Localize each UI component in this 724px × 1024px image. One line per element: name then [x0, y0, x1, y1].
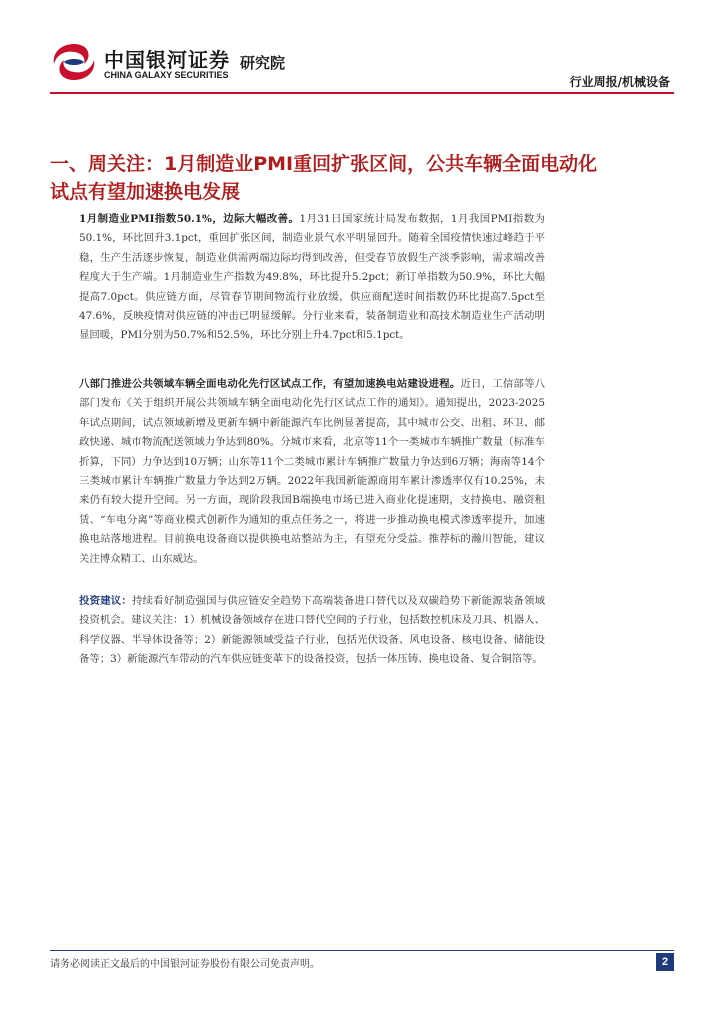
paragraph-pmi — [79, 210, 545, 346]
header-divider — [50, 92, 674, 94]
paragraph-body: 1月31日国家统计局发布数据，1月我国PMI指数为50.1%，环比回升3.1pct，重回扩张区间，制造业景气水平明显回升。随着全国疫情快速过峰趋于平稳，生产生活逐步恢复，制造业供需两端边际均得到改善，但受春节放假生产淡季影响，需求端改善程度大于生产端。1月制造业生产指数为49.8%，环比提升5.2pct；新订单指数为50.9%，环比大幅提高7.0pct。供应链方面，尽管春节期间物流行业放缓，供应商配送时间指数仍环比提高7.5pct至47.6%，反映疫情对供应链的冲击已明显缓解。分行业来看，装备制造业和高技术制造业生产活动明显回暖，PMI分别为50.7%和52.5%，环比分别上升4.7pct和5.1pct。 — [79, 213, 545, 342]
paragraph-body: 近日，工信部等八部门发布《关于组织开展公共领域车辆全面电动化先行区试点工作的通知》。通知提出，2023-2025年试点期间，试点领域新增及更新车辆中新能源汽车比例显著提高，其中城市公交、出租、环卫、邮政快递、城市物流配送领域力争达到80%。分城市来看，北京等11个一类城市车辆推广数量（标准车折算，下同）力争达到10万辆；山东等11个二类城市累计车辆推广数量力争达到6万辆；海南等14个三类城市累计车辆推广数量力争达到2万辆。2022年我国新能源商用车累计渗透率仅有10.25%，未来仍有较大提升空间。另一方面，现阶段我国B端换电市场已进入商业化提速期，支持换电、融资租赁、“车电分离”等商业模式创新作为通知的重点任务之一，将进一步推动换电模式渗透率提升，加速换电站落地进程。目前换电设备商以提供换电站整站为主，有望充分受益。推荐标的瀚川智能，建议关注博众精工、山东威达。 — [79, 378, 545, 565]
report-type-label: 行业周报/机械设备 — [569, 75, 670, 89]
galaxy-logo-icon — [50, 40, 98, 84]
paragraph-lead: 八部门推进公共领域车辆全面电动化先行区试点工作，有望加速换电站建设进程。 — [79, 378, 461, 390]
paragraph-investment-advice — [79, 592, 545, 670]
paragraph-body: 持续看好制造强国与供应链安全趋势下高端装备进口替代以及双碳趋势下新能源装备领域投资机会。建议关注：1）机械设备领域存在进口替代空间的子行业，包括数控机床及刀具、机器人、科学仪器、半导体设备等；2）新能源领域受益子行业，包括光伏设备、风电设备、核电设备、储能设备等；3）新能源汽车带动的汽车供应链变革下的设备投资，包括一体压铸、换电设备、复合铜箔等。 — [79, 595, 546, 666]
company-name-en: CHINA GALAXY SECURITIES — [104, 70, 229, 80]
paragraph-lead: 投资建议： — [79, 595, 132, 607]
institute-label: 研究院 — [240, 54, 286, 72]
page-header — [0, 0, 724, 95]
page-number: 2 — [656, 953, 674, 971]
paragraph-lead: 1月制造业PMI指数50.1%，边际大幅改善。 — [79, 213, 300, 225]
footer-disclaimer: 请务必阅读正文最后的中国银河证券股份有限公司免责声明。 — [50, 959, 320, 970]
footer-divider — [50, 950, 674, 951]
paragraph-battery-swap — [79, 375, 545, 569]
company-name-cn: 中国银河证券 — [104, 48, 230, 72]
section-title: 一、周关注：1月制造业PMI重回扩张区间，公共车辆全面电动化试点有望加速换电发展 — [50, 153, 598, 203]
